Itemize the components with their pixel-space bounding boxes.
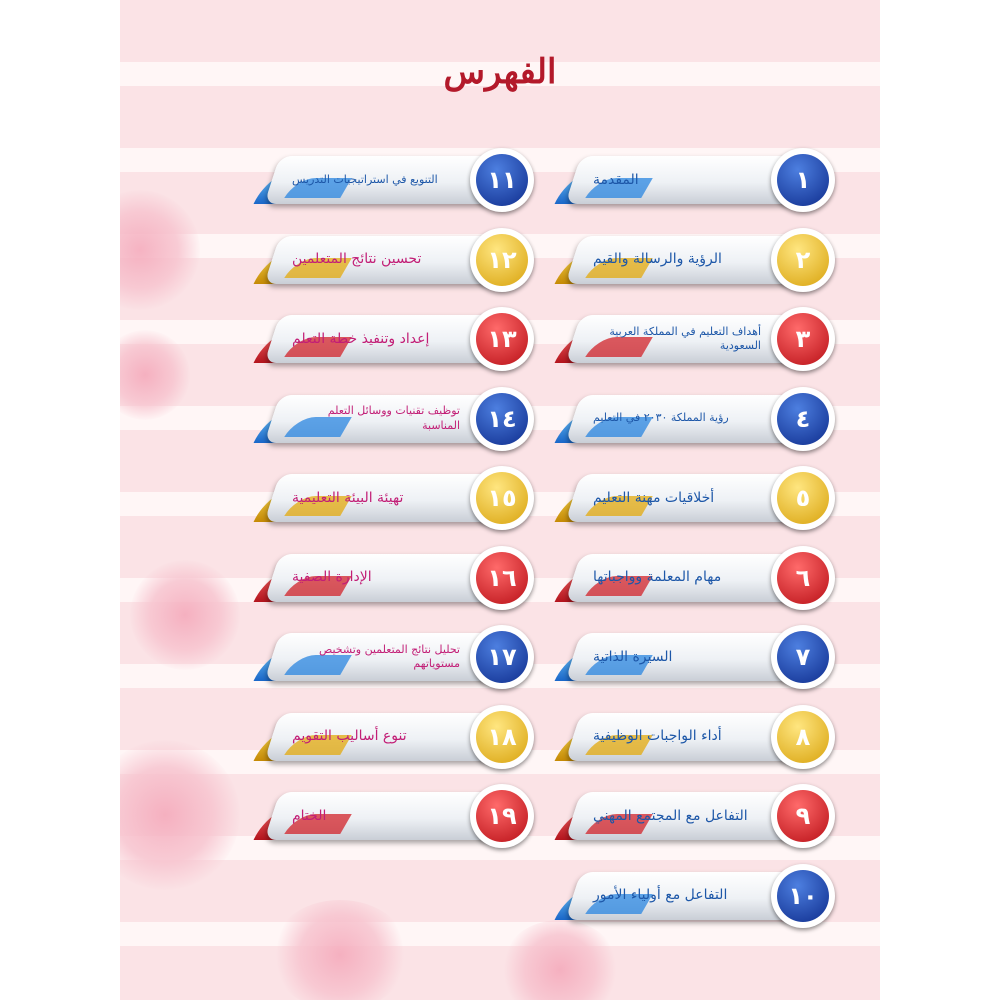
number-badge: [771, 784, 835, 848]
blossom-decoration: [120, 190, 200, 310]
number-badge: [470, 705, 534, 769]
toc-entry[interactable]: [272, 546, 534, 610]
toc-entry[interactable]: [272, 705, 534, 769]
toc-entry[interactable]: [272, 625, 534, 689]
entry-number: ١٨: [476, 711, 528, 763]
toc-entry[interactable]: [272, 466, 534, 530]
number-badge: [771, 705, 835, 769]
entry-label: أخلاقيات مهنة التعليم: [593, 489, 715, 506]
number-badge: [771, 228, 835, 292]
entry-number: ١٢: [476, 234, 528, 286]
number-badge: [470, 148, 534, 212]
page-title: الفهرس: [443, 52, 557, 92]
entry-number: ١: [777, 154, 829, 206]
toc-entry[interactable]: [272, 784, 534, 848]
entry-label: السيرة الذاتية: [593, 648, 673, 665]
toc-entry[interactable]: [573, 784, 835, 848]
number-badge: [771, 148, 835, 212]
entry-label: الختام: [292, 807, 327, 824]
blossom-decoration: [130, 560, 240, 670]
entry-label: تهيئة البيئة التعليمية: [292, 489, 404, 506]
toc-entry[interactable]: [573, 466, 835, 530]
entry-number: ٢: [777, 234, 829, 286]
entry-number: ١١: [476, 154, 528, 206]
entry-label: أداء الواجبات الوظيفية: [593, 728, 722, 745]
number-badge: [470, 625, 534, 689]
entry-number: ١٠: [777, 870, 829, 922]
number-badge: [771, 546, 835, 610]
entry-label: التنويع في استراتيجيات التدريس: [292, 172, 438, 186]
entry-number: ٦: [777, 552, 829, 604]
entry-number: ١٦: [476, 552, 528, 604]
number-badge: [771, 307, 835, 371]
entry-number: ٨: [777, 711, 829, 763]
entry-label: إعداد وتنفيذ خطة التعلم: [292, 330, 430, 347]
blossom-decoration: [120, 740, 240, 890]
entry-label: تنوع أساليب التقويم: [292, 728, 407, 745]
toc-entry[interactable]: [573, 387, 835, 451]
entry-number: ١٤: [476, 393, 528, 445]
entry-label: المقدمة: [593, 171, 639, 188]
entry-label: تحليل نتائج المتعلمين وتشخيص مستوياتهم: [318, 642, 460, 670]
entry-label: توظيف تقنيات ووسائل التعلم المناسبة: [327, 404, 460, 432]
blossom-decoration: [120, 330, 190, 420]
number-badge: [771, 864, 835, 928]
toc-entry[interactable]: [272, 307, 534, 371]
entry-label: التفاعل مع المجتمع المهني: [593, 807, 748, 824]
entry-label: أهداف التعليم في المملكة العربية السعودية: [609, 324, 761, 352]
entry-number: ٣: [777, 313, 829, 365]
index-page: [120, 0, 880, 1000]
number-badge: [470, 228, 534, 292]
number-badge: [470, 466, 534, 530]
toc-entry[interactable]: [272, 228, 534, 292]
toc-entry[interactable]: [272, 148, 534, 212]
entry-number: ١٧: [476, 631, 528, 683]
number-badge: [470, 387, 534, 451]
entry-number: ١٣: [476, 313, 528, 365]
entry-label: الإدارة الصفية: [292, 569, 372, 586]
toc-entry[interactable]: [573, 307, 835, 371]
entry-number: ٤: [777, 393, 829, 445]
entry-label: التفاعل مع أولياء الأمور: [593, 887, 728, 904]
entry-label: رؤية المملكة ٢٠٣٠ في التعليم: [593, 411, 729, 425]
toc-entry[interactable]: [272, 387, 534, 451]
entry-number: ٥: [777, 472, 829, 524]
blossom-decoration: [500, 920, 620, 1000]
number-badge: [470, 546, 534, 610]
entry-label: تحسين نتائج المتعلمين: [292, 251, 422, 268]
number-badge: [771, 466, 835, 530]
number-badge: [771, 387, 835, 451]
entry-number: ١٩: [476, 790, 528, 842]
number-badge: [771, 625, 835, 689]
toc-entry[interactable]: [573, 864, 835, 928]
toc-entry[interactable]: [573, 546, 835, 610]
entry-number: ٧: [777, 631, 829, 683]
entry-label: مهام المعلمة وواجباتها: [593, 569, 722, 586]
toc-entry[interactable]: [573, 228, 835, 292]
toc-entry[interactable]: [573, 625, 835, 689]
toc-entry[interactable]: [573, 705, 835, 769]
entry-label: الرؤية والرسالة والقيم: [593, 251, 722, 268]
toc-entry[interactable]: [573, 148, 835, 212]
entry-number: ١٥: [476, 472, 528, 524]
blossom-decoration: [270, 900, 410, 1000]
number-badge: [470, 784, 534, 848]
entry-number: ٩: [777, 790, 829, 842]
number-badge: [470, 307, 534, 371]
